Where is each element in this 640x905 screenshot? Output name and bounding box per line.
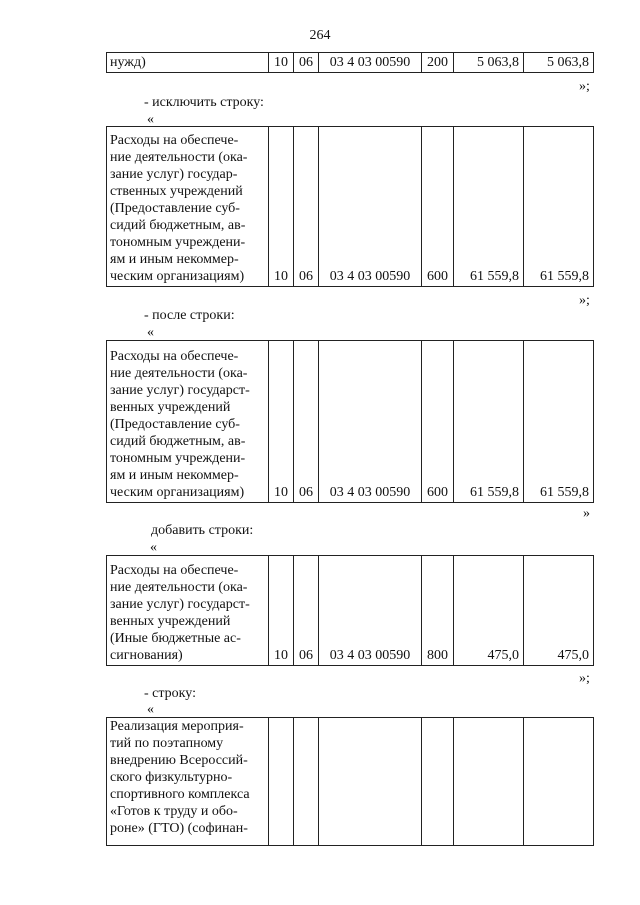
instruction-text: - после строки: <box>144 308 235 323</box>
row-name: Расходы на обеспече- ние деятельности (ока- зание услуг) государст- венных учреждений (Предоставление суб- сидий бюджетным, ав- тономным учреждени- ям и иным некоммер- ческим организациям) <box>107 341 269 503</box>
table-row-3 <box>106 555 594 666</box>
table-row-2 <box>106 340 594 503</box>
rz-cell <box>269 718 294 846</box>
vr-cell: 600 <box>422 341 454 503</box>
instruction-text: добавить строки: <box>151 523 254 538</box>
sum2-cell <box>524 718 594 846</box>
csr-cell: 03 4 03 00590 <box>319 556 422 666</box>
rz-cell: 10 <box>269 341 294 503</box>
rz-cell: 10 <box>269 556 294 666</box>
row-name: нужд) <box>107 53 269 73</box>
opening-quote: « <box>147 325 154 340</box>
page-number: 264 <box>309 28 331 43</box>
sum1-cell: 61 559,8 <box>454 127 524 287</box>
sum1-cell: 61 559,8 <box>454 341 524 503</box>
table-row-top <box>106 52 594 73</box>
row-name: Расходы на обеспече- ние деятельности (ока- зание услуг) государ- ственных учреждений (Предоставление суб- сидий бюджетным, ав- тономным учреждени- ям и иным некоммер- ческим организациям) <box>107 127 269 287</box>
vr-cell: 800 <box>422 556 454 666</box>
sum1-cell: 475,0 <box>454 556 524 666</box>
vr-cell: 600 <box>422 127 454 287</box>
pr-cell <box>294 718 319 846</box>
vr-cell <box>422 718 454 846</box>
rz-cell: 10 <box>269 127 294 287</box>
instruction-text: - исключить строку: <box>144 95 264 110</box>
opening-quote: « <box>150 540 157 555</box>
sum1-cell: 5 063,8 <box>454 53 524 73</box>
sum2-cell: 5 063,8 <box>524 53 594 73</box>
csr-cell: 03 4 03 00590 <box>319 53 422 73</box>
pr-cell: 06 <box>294 341 319 503</box>
table-row-4 <box>106 717 594 846</box>
opening-quote: « <box>147 702 154 717</box>
csr-cell: 03 4 03 00590 <box>319 341 422 503</box>
vr-cell: 200 <box>422 53 454 73</box>
sum2-cell: 475,0 <box>524 556 594 666</box>
table-row-1 <box>106 126 594 287</box>
closing-quote: » <box>583 506 590 521</box>
closing-quote: »; <box>579 671 590 686</box>
rz-cell: 10 <box>269 53 294 73</box>
csr-cell <box>319 718 422 846</box>
sum2-cell: 61 559,8 <box>524 127 594 287</box>
csr-cell: 03 4 03 00590 <box>319 127 422 287</box>
closing-quote: »; <box>579 79 590 94</box>
row-name: Расходы на обеспече- ние деятельности (ока- зание услуг) государст- венных учреждений (Иные бюджетные ас- сигнования) <box>107 556 269 666</box>
row-name: Реализация мероприя- тий по поэтапному внедрению Всероссий- ского физкультурно- спортивного комплекса «Готов к труду и обо- роне» (ГТО) (софинан- <box>107 718 269 846</box>
pr-cell: 06 <box>294 556 319 666</box>
pr-cell: 06 <box>294 53 319 73</box>
pr-cell: 06 <box>294 127 319 287</box>
sum2-cell: 61 559,8 <box>524 341 594 503</box>
sum1-cell <box>454 718 524 846</box>
opening-quote: « <box>147 112 154 127</box>
closing-quote: »; <box>579 293 590 308</box>
instruction-text: - строку: <box>144 686 196 701</box>
